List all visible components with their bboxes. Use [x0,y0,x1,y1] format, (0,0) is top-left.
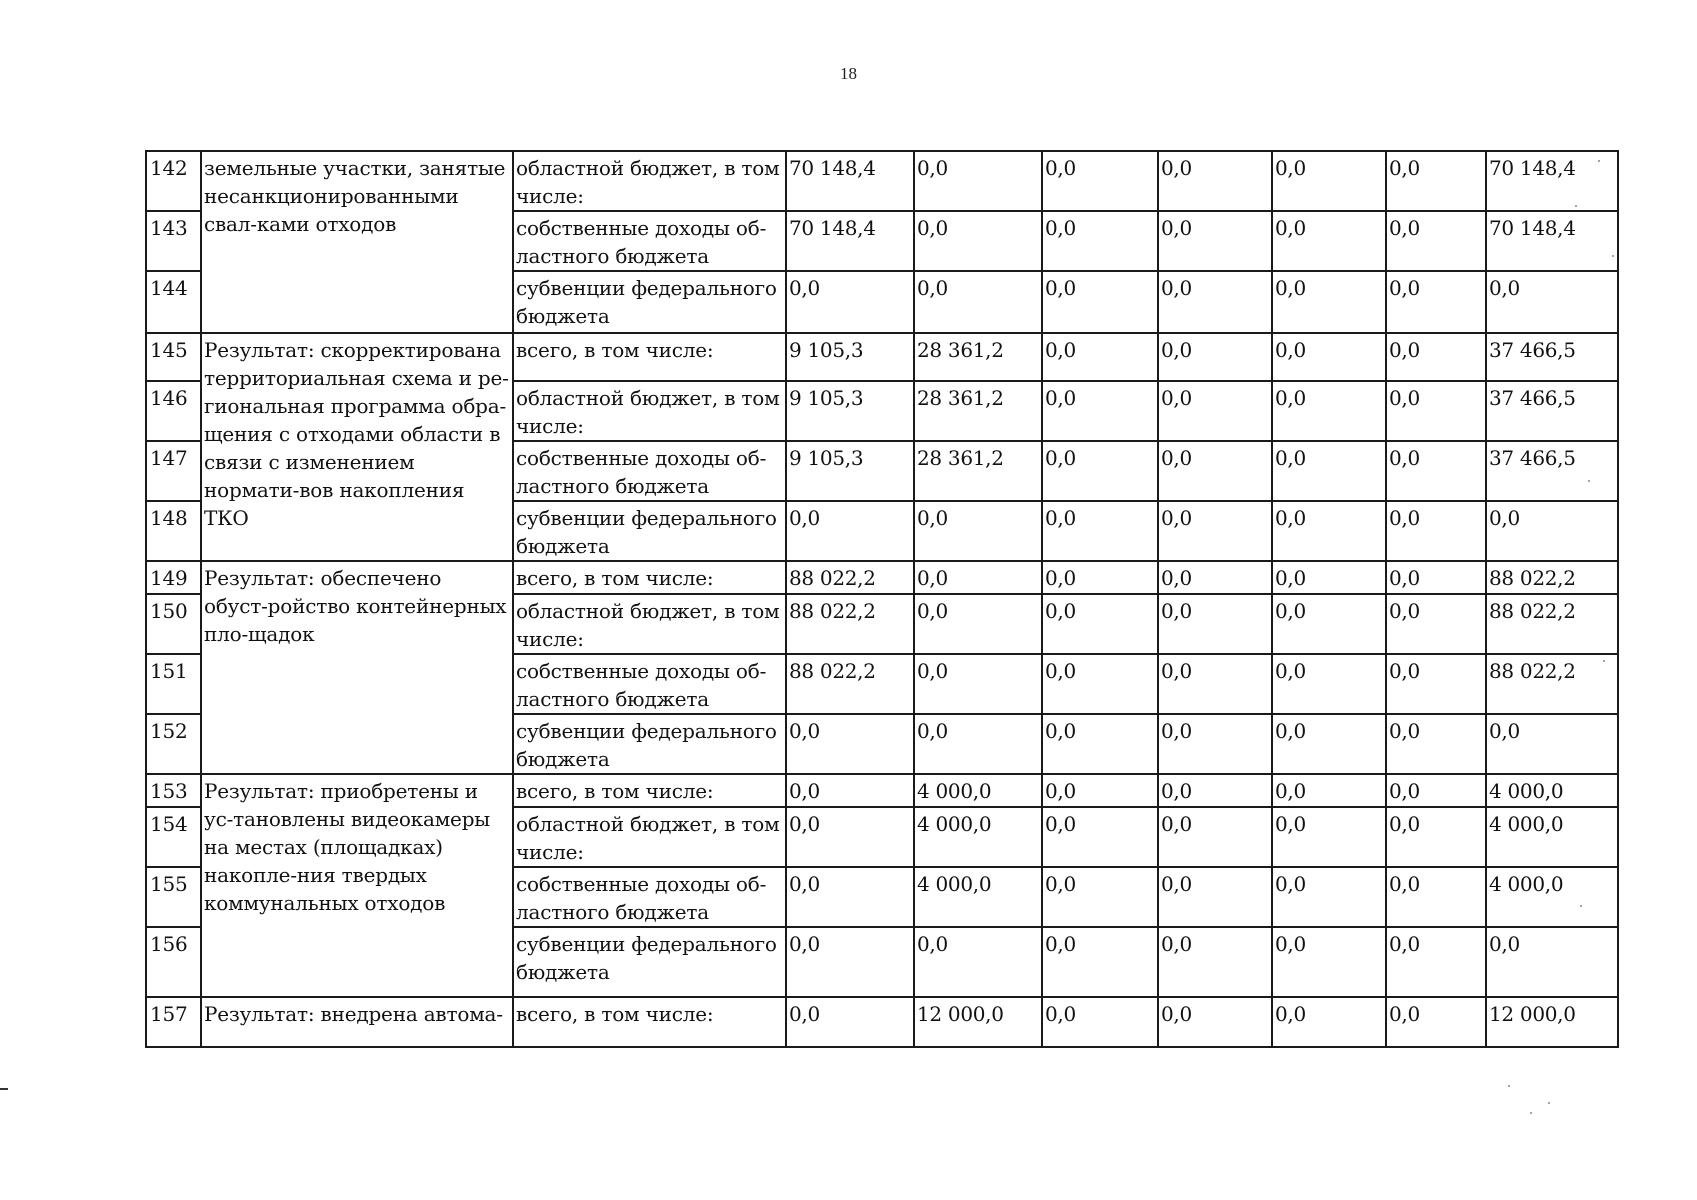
value-cell: 0,0 [1042,654,1158,714]
total-value-cell: 4 000,0 [1486,807,1618,867]
total-value-cell: 88 022,2 [1486,561,1618,594]
scan-speck [1612,255,1614,257]
scan-speck [1575,205,1577,207]
row-number-cell: 144 [146,271,201,333]
value-cell: 0,0 [1272,381,1386,441]
value-cell: 0,0 [1386,654,1486,714]
value-cell: 0,0 [914,271,1042,333]
scan-speck [1603,660,1605,662]
value-cell: 0,0 [786,501,914,561]
value-cell: 0,0 [1042,807,1158,867]
table-row [146,333,1618,381]
value-cell: 0,0 [1158,211,1272,271]
value-cell: 0,0 [1042,561,1158,594]
funding-source-cell: субвенции федерального бюджета [513,927,786,997]
value-cell: 0,0 [1042,333,1158,381]
value-cell: 0,0 [1158,271,1272,333]
row-number-cell: 146 [146,381,201,441]
value-cell: 0,0 [1272,271,1386,333]
value-cell: 0,0 [1158,927,1272,997]
description-cell: Результат: обеспечено обуст-ройство контейнерных пло-щадок [201,561,513,774]
row-number-cell: 150 [146,594,201,654]
value-cell: 0,0 [914,561,1042,594]
scan-speck [1588,480,1590,482]
value-cell: 0,0 [1158,333,1272,381]
value-cell: 0,0 [1042,774,1158,807]
value-cell: 0,0 [1042,381,1158,441]
value-cell: 0,0 [1158,997,1272,1047]
value-cell: 0,0 [914,714,1042,774]
value-cell: 0,0 [914,594,1042,654]
value-cell: 0,0 [1042,211,1158,271]
value-cell: 0,0 [1042,867,1158,927]
value-cell: 9 105,3 [786,441,914,501]
value-cell: 0,0 [1042,501,1158,561]
value-cell: 88 022,2 [786,561,914,594]
value-cell: 0,0 [786,774,914,807]
value-cell: 0,0 [1158,867,1272,927]
funding-source-cell: собственные доходы об-ластного бюджета [513,441,786,501]
value-cell: 0,0 [1158,714,1272,774]
value-cell: 88 022,2 [786,594,914,654]
value-cell: 0,0 [1272,997,1386,1047]
value-cell: 0,0 [1158,774,1272,807]
funding-source-cell: всего, в том числе: [513,774,786,807]
total-value-cell: 37 466,5 [1486,441,1618,501]
total-value-cell: 88 022,2 [1486,594,1618,654]
value-cell: 0,0 [1158,381,1272,441]
value-cell: 0,0 [1272,807,1386,867]
value-cell: 0,0 [1042,927,1158,997]
value-cell: 9 105,3 [786,381,914,441]
value-cell: 28 361,2 [914,381,1042,441]
funding-source-cell: субвенции федерального бюджета [513,271,786,333]
value-cell: 0,0 [1042,997,1158,1047]
total-value-cell: 0,0 [1486,927,1618,997]
total-value-cell: 37 466,5 [1486,381,1618,441]
value-cell: 0,0 [1042,271,1158,333]
row-number-cell: 154 [146,807,201,867]
total-value-cell: 37 466,5 [1486,333,1618,381]
value-cell: 0,0 [1386,807,1486,867]
scan-speck [1548,1102,1550,1104]
value-cell: 0,0 [1386,381,1486,441]
row-number-cell: 145 [146,333,201,381]
funding-source-cell: областной бюджет, в том числе: [513,381,786,441]
value-cell: 0,0 [1272,333,1386,381]
row-number-cell: 155 [146,867,201,927]
value-cell: 0,0 [1272,151,1386,211]
scan-speck [1530,1112,1532,1114]
funding-source-cell: собственные доходы об-ластного бюджета [513,654,786,714]
description-cell: Результат: внедрена автома- [201,997,513,1047]
value-cell: 0,0 [914,151,1042,211]
total-value-cell: 88 022,2 [1486,654,1618,714]
value-cell: 0,0 [786,997,914,1047]
value-cell: 70 148,4 [786,151,914,211]
value-cell: 0,0 [1386,441,1486,501]
value-cell: 0,0 [1386,271,1486,333]
value-cell: 0,0 [1386,927,1486,997]
value-cell: 0,0 [1158,594,1272,654]
value-cell: 0,0 [786,927,914,997]
value-cell: 0,0 [1386,867,1486,927]
scan-mark [0,1088,8,1090]
value-cell: 4 000,0 [914,774,1042,807]
value-cell: 0,0 [914,501,1042,561]
value-cell: 0,0 [786,867,914,927]
value-cell: 0,0 [914,927,1042,997]
value-cell: 0,0 [1272,561,1386,594]
value-cell: 0,0 [1158,654,1272,714]
funding-source-cell: всего, в том числе: [513,997,786,1047]
total-value-cell: 70 148,4 [1486,211,1618,271]
value-cell: 0,0 [914,654,1042,714]
value-cell: 0,0 [1272,714,1386,774]
description-cell: Результат: приобретены и ус-тановлены видеокамеры на местах (площадках) накопле-ния твердых коммунальных отходов [201,774,513,997]
scan-speck [1580,905,1582,907]
total-value-cell: 12 000,0 [1486,997,1618,1047]
table-row [146,774,1618,807]
total-value-cell: 0,0 [1486,714,1618,774]
value-cell: 12 000,0 [914,997,1042,1047]
description-cell: земельные участки, занятые несанкционированными свал-ками отходов [201,151,513,333]
value-cell: 0,0 [1386,211,1486,271]
value-cell: 0,0 [786,714,914,774]
value-cell: 0,0 [786,807,914,867]
value-cell: 0,0 [1272,927,1386,997]
value-cell: 0,0 [1158,561,1272,594]
funding-source-cell: субвенции федерального бюджета [513,714,786,774]
total-value-cell: 4 000,0 [1486,867,1618,927]
value-cell: 0,0 [1042,151,1158,211]
value-cell: 0,0 [1386,714,1486,774]
value-cell: 0,0 [1158,441,1272,501]
value-cell: 0,0 [914,211,1042,271]
value-cell: 0,0 [1272,594,1386,654]
value-cell: 0,0 [1042,714,1158,774]
value-cell: 28 361,2 [914,441,1042,501]
scan-speck [1598,160,1600,162]
value-cell: 0,0 [1272,211,1386,271]
row-number-cell: 153 [146,774,201,807]
budget-table [145,150,1619,1048]
value-cell: 0,0 [1158,807,1272,867]
funding-source-cell: всего, в том числе: [513,561,786,594]
table-row [146,997,1618,1047]
page-number: 18 [840,64,857,83]
value-cell: 0,0 [1272,774,1386,807]
value-cell: 0,0 [1386,333,1486,381]
row-number-cell: 149 [146,561,201,594]
funding-source-cell: субвенции федерального бюджета [513,501,786,561]
value-cell: 0,0 [1272,441,1386,501]
value-cell: 4 000,0 [914,867,1042,927]
value-cell: 9 105,3 [786,333,914,381]
value-cell: 28 361,2 [914,333,1042,381]
total-value-cell: 0,0 [1486,271,1618,333]
budget-table-wrapper [145,150,1617,1048]
value-cell: 0,0 [1386,997,1486,1047]
table-row [146,561,1618,594]
total-value-cell: 4 000,0 [1486,774,1618,807]
value-cell: 0,0 [1386,501,1486,561]
row-number-cell: 143 [146,211,201,271]
value-cell: 0,0 [1386,151,1486,211]
row-number-cell: 152 [146,714,201,774]
total-value-cell: 0,0 [1486,501,1618,561]
funding-source-cell: областной бюджет, в том числе: [513,151,786,211]
value-cell: 0,0 [1158,501,1272,561]
table-row [146,151,1618,211]
row-number-cell: 148 [146,501,201,561]
value-cell: 0,0 [1272,501,1386,561]
row-number-cell: 157 [146,997,201,1047]
value-cell: 0,0 [1386,561,1486,594]
value-cell: 0,0 [1158,151,1272,211]
value-cell: 0,0 [1386,774,1486,807]
value-cell: 0,0 [1272,654,1386,714]
funding-source-cell: всего, в том числе: [513,333,786,381]
funding-source-cell: областной бюджет, в том числе: [513,807,786,867]
value-cell: 88 022,2 [786,654,914,714]
funding-source-cell: собственные доходы об-ластного бюджета [513,211,786,271]
row-number-cell: 147 [146,441,201,501]
row-number-cell: 151 [146,654,201,714]
funding-source-cell: собственные доходы об-ластного бюджета [513,867,786,927]
total-value-cell: 70 148,4 [1486,151,1618,211]
value-cell: 4 000,0 [914,807,1042,867]
scan-speck [1508,1085,1510,1087]
value-cell: 70 148,4 [786,211,914,271]
funding-source-cell: областной бюджет, в том числе: [513,594,786,654]
value-cell: 0,0 [786,271,914,333]
value-cell: 0,0 [1386,594,1486,654]
value-cell: 0,0 [1272,867,1386,927]
value-cell: 0,0 [1042,594,1158,654]
row-number-cell: 142 [146,151,201,211]
description-cell: Результат: скорректирована территориальная схема и ре-гиональная программа обра-щения с отходами области в связи с изменением нормати-вов накопления ТКО [201,333,513,561]
value-cell: 0,0 [1042,441,1158,501]
row-number-cell: 156 [146,927,201,997]
